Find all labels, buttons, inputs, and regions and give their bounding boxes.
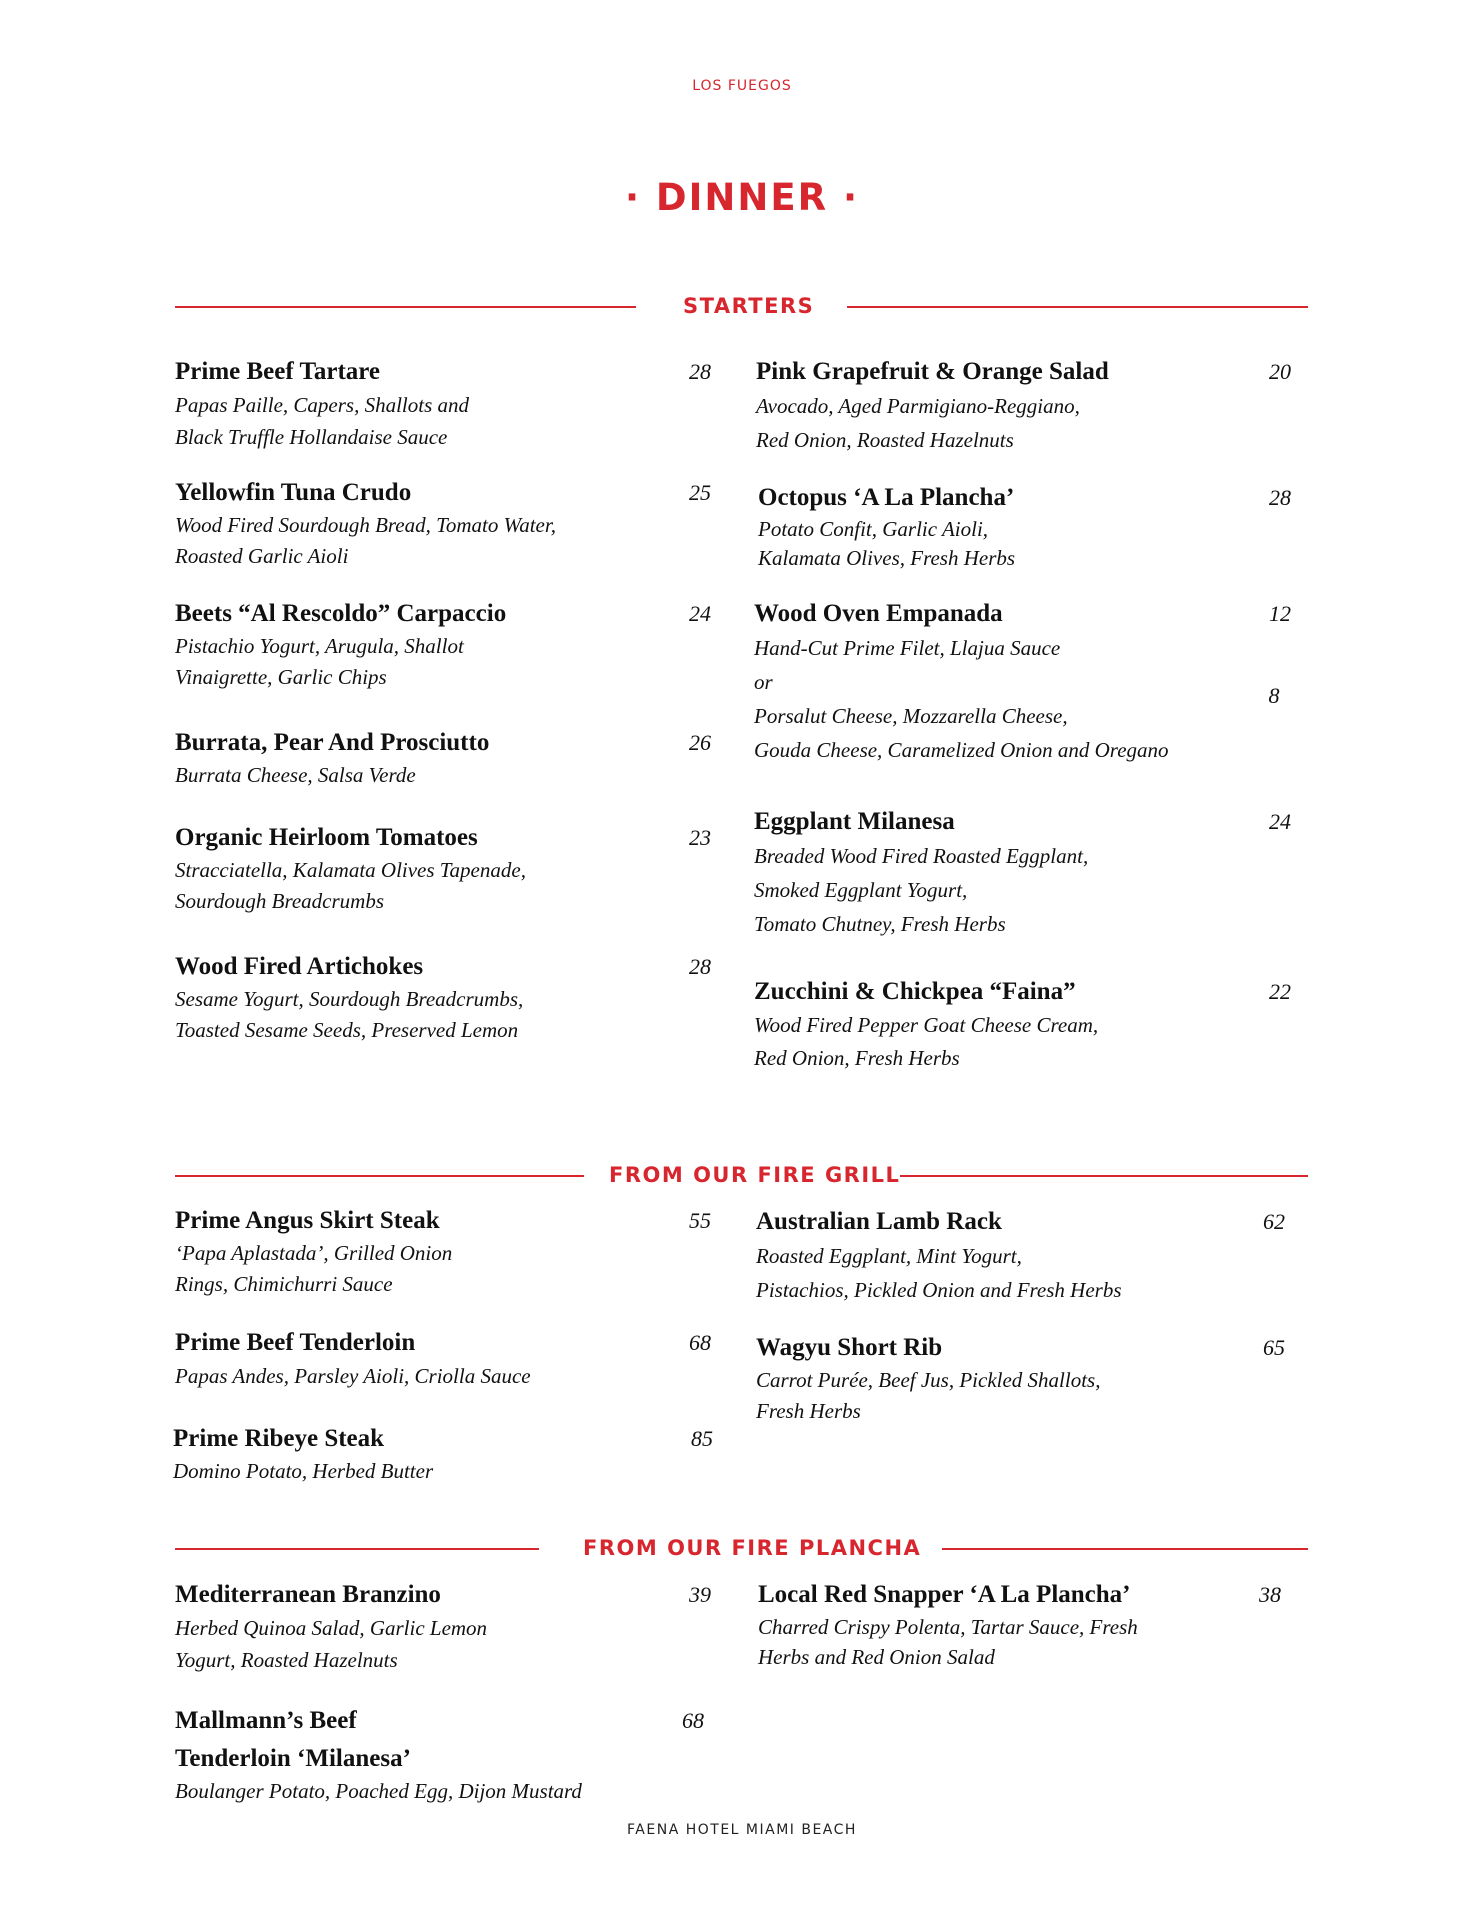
item-description: Avocado, Aged Parmigiano-Reggiano, (756, 394, 1080, 418)
item-price: 62 (1263, 1209, 1285, 1234)
menu-item (758, 483, 1291, 573)
item-name-line2: Tenderloin ‘Milanesa’ (175, 1745, 411, 1772)
footer-text: FAENA HOTEL MIAMI BEACH (627, 1822, 857, 1838)
item-name: Burrata, Pear And Prosciutto (175, 729, 490, 756)
item-description: Roasted Eggplant, Mint Yogurt, (756, 1244, 1022, 1268)
menu-item (175, 1706, 704, 1807)
item-price: 24 (1269, 809, 1291, 834)
menu-item (758, 1580, 1281, 1672)
divider (900, 1175, 1308, 1177)
item-name: Beets “Al Rescoldo” Carpaccio (175, 600, 507, 627)
item-description: Pistachio Yogurt, Arugula, Shallot (175, 634, 464, 658)
divider (847, 306, 1308, 308)
item-name: Mediterranean Branzino (175, 1581, 441, 1608)
item-name: Wood Fired Artichokes (175, 953, 424, 980)
divider (175, 1175, 584, 1177)
item-description: Papas Paille, Capers, Shallots and (175, 393, 469, 417)
item-description: Stracciatella, Kalamata Olives Tapenade, (175, 858, 526, 882)
item-description: Tomato Chutney, Fresh Herbs (754, 912, 1006, 936)
item-description: Porsalut Cheese, Mozzarella Cheese, (754, 704, 1068, 728)
item-price: 68 (689, 1330, 711, 1355)
item-description: Boulanger Potato, Poached Egg, Dijon Mustard (175, 1779, 582, 1803)
menu-item (175, 1206, 711, 1300)
item-price: 22 (1269, 979, 1291, 1004)
item-description: Wood Fired Sourdough Bread, Tomato Water, (175, 513, 556, 537)
item-name: Organic Heirloom Tomatoes (175, 824, 478, 851)
item-name: Octopus ‘A La Plancha’ (758, 484, 1015, 511)
menu-item (175, 1328, 711, 1392)
item-price: 23 (689, 825, 711, 850)
item-price: 28 (689, 359, 711, 384)
section-title-grill: FROM OUR FIRE GRILL (609, 1163, 901, 1187)
item-description: Black Truffle Hollandaise Sauce (175, 425, 448, 449)
item-description: Pistachios, Pickled Onion and Fresh Herbs (756, 1278, 1122, 1302)
menu-item (175, 1580, 711, 1676)
item-description: Sesame Yogurt, Sourdough Breadcrumbs, (175, 987, 524, 1011)
item-name: Australian Lamb Rack (756, 1208, 1002, 1235)
item-description: Herbs and Red Onion Salad (758, 1645, 995, 1669)
item-price: 28 (689, 954, 711, 979)
item-price: 55 (689, 1208, 711, 1233)
item-name: Wood Oven Empanada (754, 600, 1003, 627)
item-price: 20 (1269, 359, 1291, 384)
item-description: Carrot Purée, Beef Jus, Pickled Shallots, (756, 1368, 1101, 1392)
item-description: Red Onion, Roasted Hazelnuts (756, 428, 1014, 452)
item-price: 28 (1269, 485, 1291, 510)
item-name: Eggplant Milanesa (754, 808, 955, 835)
item-description: Burrata Cheese, Salsa Verde (175, 763, 416, 787)
section-title-starters: STARTERS (683, 294, 815, 318)
item-description: ‘Papa Aplastada’, Grilled Onion (175, 1241, 453, 1265)
item-description: Charred Crispy Polenta, Tartar Sauce, Fresh (758, 1615, 1138, 1639)
menu-item (756, 1333, 1285, 1427)
menu-item (175, 599, 711, 693)
page-title: · DINNER · (624, 176, 860, 219)
item-name: Prime Beef Tartare (175, 358, 381, 385)
item-name: Pink Grapefruit & Orange Salad (756, 358, 1109, 385)
item-description: Hand-Cut Prime Filet, Llajua Sauce (754, 636, 1061, 660)
item-description: Sourdough Breadcrumbs (175, 889, 385, 913)
item-name: Prime Angus Skirt Steak (175, 1207, 440, 1234)
item-name: Mallmann’s Beef (175, 1707, 357, 1734)
item-name: Local Red Snapper ‘A La Plancha’ (758, 1581, 1131, 1608)
item-price: 26 (689, 730, 711, 755)
item-description: Breaded Wood Fired Roasted Eggplant, (754, 844, 1089, 868)
item-name: Wagyu Short Rib (756, 1334, 943, 1361)
item-price: 39 (689, 1582, 711, 1607)
item-description: Potato Confit, Garlic Aioli, (758, 517, 989, 541)
brand-name: LOS FUEGOS (692, 78, 792, 94)
item-description: or (754, 670, 773, 694)
menu-item (754, 599, 1291, 767)
item-name: Prime Beef Tenderloin (175, 1329, 416, 1356)
menu-item (175, 478, 711, 572)
menu-item (754, 977, 1291, 1075)
item-price: 85 (691, 1426, 713, 1451)
item-description: Kalamata Olives, Fresh Herbs (758, 546, 1016, 570)
item-name: Zucchini & Chickpea “Faina” (754, 978, 1076, 1005)
item-price-alt: 8 (1268, 683, 1280, 708)
item-description: Papas Andes, Parsley Aioli, Criolla Sauce (175, 1364, 531, 1388)
item-description: Smoked Eggplant Yogurt, (754, 878, 968, 902)
section-title-plancha: FROM OUR FIRE PLANCHA (583, 1536, 922, 1560)
item-description: Domino Potato, Herbed Butter (173, 1459, 434, 1483)
divider (942, 1548, 1308, 1550)
menu-item (756, 1207, 1285, 1307)
item-price: 38 (1259, 1582, 1281, 1607)
item-description: Red Onion, Fresh Herbs (754, 1046, 960, 1070)
item-description: Gouda Cheese, Caramelized Onion and Oregano (754, 738, 1169, 762)
item-price: 65 (1263, 1335, 1285, 1360)
item-price: 12 (1269, 601, 1291, 626)
item-description: Rings, Chimichurri Sauce (175, 1272, 393, 1296)
menu-item (175, 952, 711, 1046)
item-description: Herbed Quinoa Salad, Garlic Lemon (175, 1616, 488, 1640)
menu-item (175, 357, 711, 453)
item-price: 68 (682, 1708, 704, 1733)
divider (175, 306, 636, 308)
item-description: Vinaigrette, Garlic Chips (175, 665, 387, 689)
item-description: Fresh Herbs (756, 1399, 861, 1423)
menu-item (756, 357, 1291, 457)
divider (175, 1548, 539, 1550)
item-description: Yogurt, Roasted Hazelnuts (175, 1648, 398, 1672)
menu-item (754, 807, 1291, 941)
item-price: 24 (689, 601, 711, 626)
menu-item (175, 823, 711, 917)
menu-item (173, 1424, 713, 1487)
item-name: Prime Ribeye Steak (173, 1425, 385, 1452)
item-description: Roasted Garlic Aioli (175, 544, 349, 568)
item-description: Wood Fired Pepper Goat Cheese Cream, (754, 1013, 1099, 1037)
item-price: 25 (689, 480, 711, 505)
menu-item (175, 728, 711, 791)
item-description: Toasted Sesame Seeds, Preserved Lemon (175, 1018, 519, 1042)
item-name: Yellowfin Tuna Crudo (175, 479, 412, 506)
